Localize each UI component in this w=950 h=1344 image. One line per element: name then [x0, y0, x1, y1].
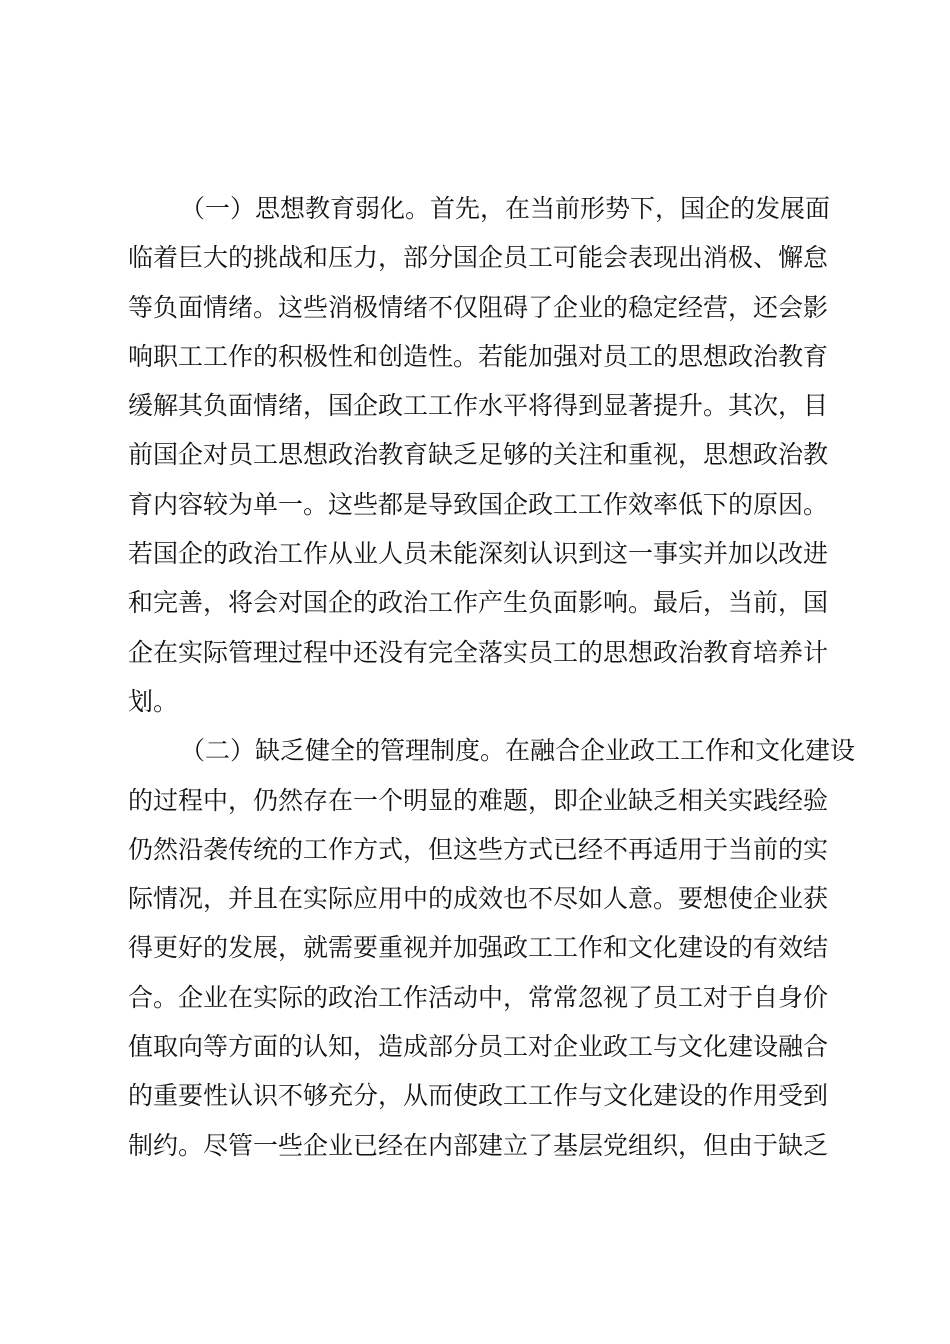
text-line: 若国企的政治工作从业人员未能深刻认识到这一事实并加以改进	[128, 539, 829, 569]
text-line: 划。	[128, 686, 179, 716]
text-line: 制约。尽管一些企业已经在内部建立了基层党组织，但由于缺乏	[128, 1130, 829, 1160]
text-line: 合。企业在实际的政治工作活动中，常常忽视了员工对于自身价	[128, 982, 829, 1012]
text-line: 值取向等方面的认知，造成部分员工对企业政工与文化建设融合	[128, 1032, 829, 1062]
text-line: 育内容较为单一。这些都是导致国企政工工作效率低下的原因。	[128, 489, 829, 519]
text-line: 仍然沿袭传统的工作方式，但这些方式已经不再适用于当前的实	[128, 834, 829, 864]
paragraph-thought-education	[128, 184, 848, 726]
text-line: 的重要性认识不够充分，从而使政工工作与文化建设的作用受到	[128, 1081, 829, 1111]
text-line: （一）思想教育弱化。首先，在当前形势下，国企的发展面	[180, 194, 831, 223]
text-line: 企在实际管理过程中还没有完全落实员工的思想政治教育培养计	[128, 637, 829, 667]
text-line: 响职工工作的积极性和创造性。若能加强对员工的思想政治教育	[128, 341, 829, 371]
text-line: 缓解其负面情绪，国企政工工作水平将得到显著提升。其次，目	[128, 391, 829, 421]
text-line: （二）缺乏健全的管理制度。在融合企业政工工作和文化建设	[180, 736, 856, 766]
text-line: 的过程中，仍然存在一个明显的难题，即企业缺乏相关实践经验	[128, 785, 829, 815]
text-line: 前国企对员工思想政治教育缺乏足够的关注和重视，思想政治教	[128, 440, 829, 470]
body-text	[128, 184, 856, 1170]
text-line: 际情况，并且在实际应用中的成效也不尽如人意。要想使企业获	[128, 884, 829, 914]
text-line: 等负面情绪。这些消极情绪不仅阻碍了企业的稳定经营，还会影	[128, 292, 829, 322]
text-line: 临着巨大的挑战和压力，部分国企员工可能会表现出消极、懈怠	[128, 243, 829, 273]
text-line: 得更好的发展，就需要重视并加强政工工作和文化建设的有效结	[128, 933, 829, 963]
text-line: 和完善，将会对国企的政治工作产生负面影响。最后，当前，国	[128, 588, 829, 618]
paragraph-management-system	[128, 726, 856, 1170]
